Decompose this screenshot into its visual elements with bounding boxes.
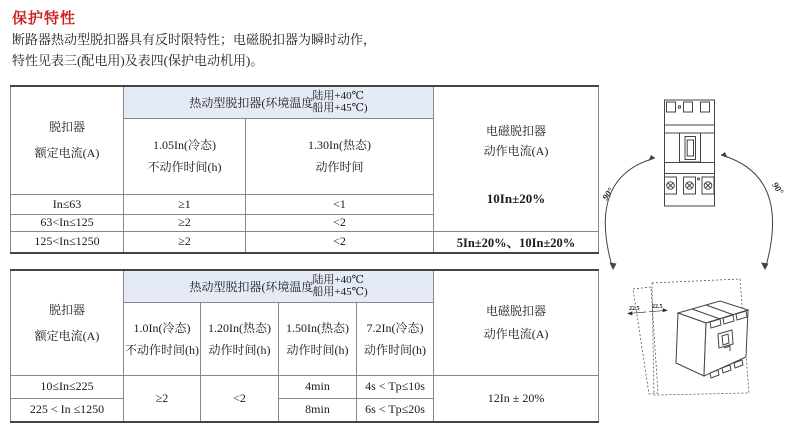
- t2-no-trip-span: ≥2: [124, 375, 201, 422]
- table-three-distribution: [10, 85, 599, 254]
- t2-sub3-time: 动作时间(h): [286, 342, 349, 357]
- t1-row1-range: In≤63: [11, 194, 124, 214]
- table-four-motor-protection: [10, 269, 599, 423]
- t1-thermal-header-cell: [124, 86, 434, 118]
- t2-subheader-4: [357, 302, 434, 375]
- t2-row1-range: 10≤In≤225: [11, 375, 124, 398]
- t1-row2-trip: <2: [246, 214, 434, 231]
- t2-subheader-1: [124, 302, 201, 375]
- t2-sub1-time: 不动作时间(h): [125, 342, 199, 357]
- t2-subheader-3: [279, 302, 357, 375]
- intro-paragraph: [12, 29, 376, 71]
- t1-magnetic-current-label: 动作电流(A): [483, 143, 549, 158]
- t2-row2-150: 8min: [279, 398, 357, 422]
- t1-trip-rated-current-header: [11, 86, 124, 194]
- t1-row3-no-trip: ≥2: [124, 231, 246, 253]
- t1-row3-trip: <2: [246, 231, 434, 253]
- t2-sub3-multiple: 1.50In(热态): [286, 320, 349, 335]
- rotation-label-right: 90°: [770, 180, 786, 197]
- t2-sub1-multiple: 1.0In(冷态): [133, 320, 191, 335]
- tilt-label-right: 22.5: [652, 304, 663, 310]
- intro-line-2: 特性见表三(配电用)及表四(保护电动机用)。: [12, 53, 264, 68]
- rotation-label-left: 90°: [600, 185, 616, 202]
- rotation-arrow-left: [605, 155, 655, 270]
- t1-hot-time-label: 动作时间: [315, 160, 364, 174]
- t1-row3-range: 125<In≤1250: [11, 231, 124, 253]
- rotation-arrow-right: [721, 152, 773, 270]
- t2-sub2-multiple: 1.20In(热态): [208, 320, 271, 335]
- t2-row2-range: 225 < In ≤1250: [11, 398, 124, 422]
- breaker-front-view: [665, 100, 715, 206]
- t1-trip-label: 脱扣器: [48, 120, 85, 135]
- t1-magnetic-label: 电磁脱扣器: [486, 123, 547, 138]
- t2-trip-label: 脱扣器: [48, 302, 85, 317]
- breaker-mounting-diagram: [600, 70, 786, 433]
- t1-magnetic-header-cell: [434, 86, 599, 231]
- t1-row2-no-trip: ≥2: [124, 214, 246, 231]
- t2-row2-72: 6s < Tp≤20s: [357, 398, 434, 422]
- t2-trip-rated-current-header: [11, 270, 124, 375]
- t1-row1-no-trip: ≥1: [124, 194, 246, 214]
- t2-subheader-2: [201, 302, 279, 375]
- breaker-isometric-view: [676, 301, 748, 378]
- iso-left-face: [676, 313, 706, 376]
- t2-row1-150: 4min: [279, 375, 357, 398]
- t1-cold-time-label: 不动作时间(h): [147, 160, 222, 174]
- t1-subheader-cold: [124, 118, 246, 194]
- t2-thermal-sea-temp: 船用+45℃): [312, 286, 368, 299]
- t1-row3-magnetic-value: 5In±20%、10In±20%: [434, 231, 599, 253]
- t2-thermal-header-main: 热动型脱扣器(环境温度: [189, 279, 314, 294]
- t1-subheader-hot: [246, 118, 434, 194]
- t2-row1-72: 4s < Tp≤10s: [357, 375, 434, 398]
- t2-magnetic-current-label: 动作电流(A): [483, 326, 549, 341]
- t2-thermal-header-cell: [124, 270, 434, 302]
- t2-magnetic-label: 电磁脱扣器: [486, 303, 547, 318]
- t2-sub4-time: 动作时间(h): [364, 342, 427, 357]
- iso-toggle-handle: [722, 334, 729, 345]
- t2-rated-current-label: 额定电流(A): [34, 328, 100, 343]
- t1-magnetic-value: 10In±20%: [486, 190, 546, 206]
- t1-thermal-land-temp: 陆用+40℃: [312, 90, 364, 103]
- t2-sub4-multiple: 7.2In(冷态): [366, 320, 424, 335]
- intro-line-1: 断路器热动型脱扣器具有反时限特性；电磁脱扣器为瞬时动作，: [12, 32, 377, 47]
- t1-rated-current-label: 额定电流(A): [34, 146, 100, 161]
- t2-magnetic-value: 12In ± 20%: [434, 375, 599, 422]
- t1-thermal-header-main: 热动型脱扣器(环境温度: [189, 95, 314, 110]
- t2-magnetic-header-cell: [434, 270, 599, 375]
- t2-thermal-land-temp: 陆用+40℃: [312, 274, 364, 287]
- t1-row2-range: 63<In≤125: [11, 214, 124, 231]
- t1-cold-multiple: 1.05In(冷态): [153, 138, 216, 152]
- tilt-label-left: 22.5: [629, 306, 640, 312]
- t1-thermal-sea-temp: 船用+45℃): [312, 102, 368, 115]
- t2-trip-span: <2: [201, 375, 279, 422]
- t2-sub2-time: 动作时间(h): [208, 342, 271, 357]
- t1-row1-trip: <1: [246, 194, 434, 214]
- page-title: 保护特性: [12, 11, 77, 27]
- t1-hot-multiple: 1.30In(热态): [308, 138, 371, 152]
